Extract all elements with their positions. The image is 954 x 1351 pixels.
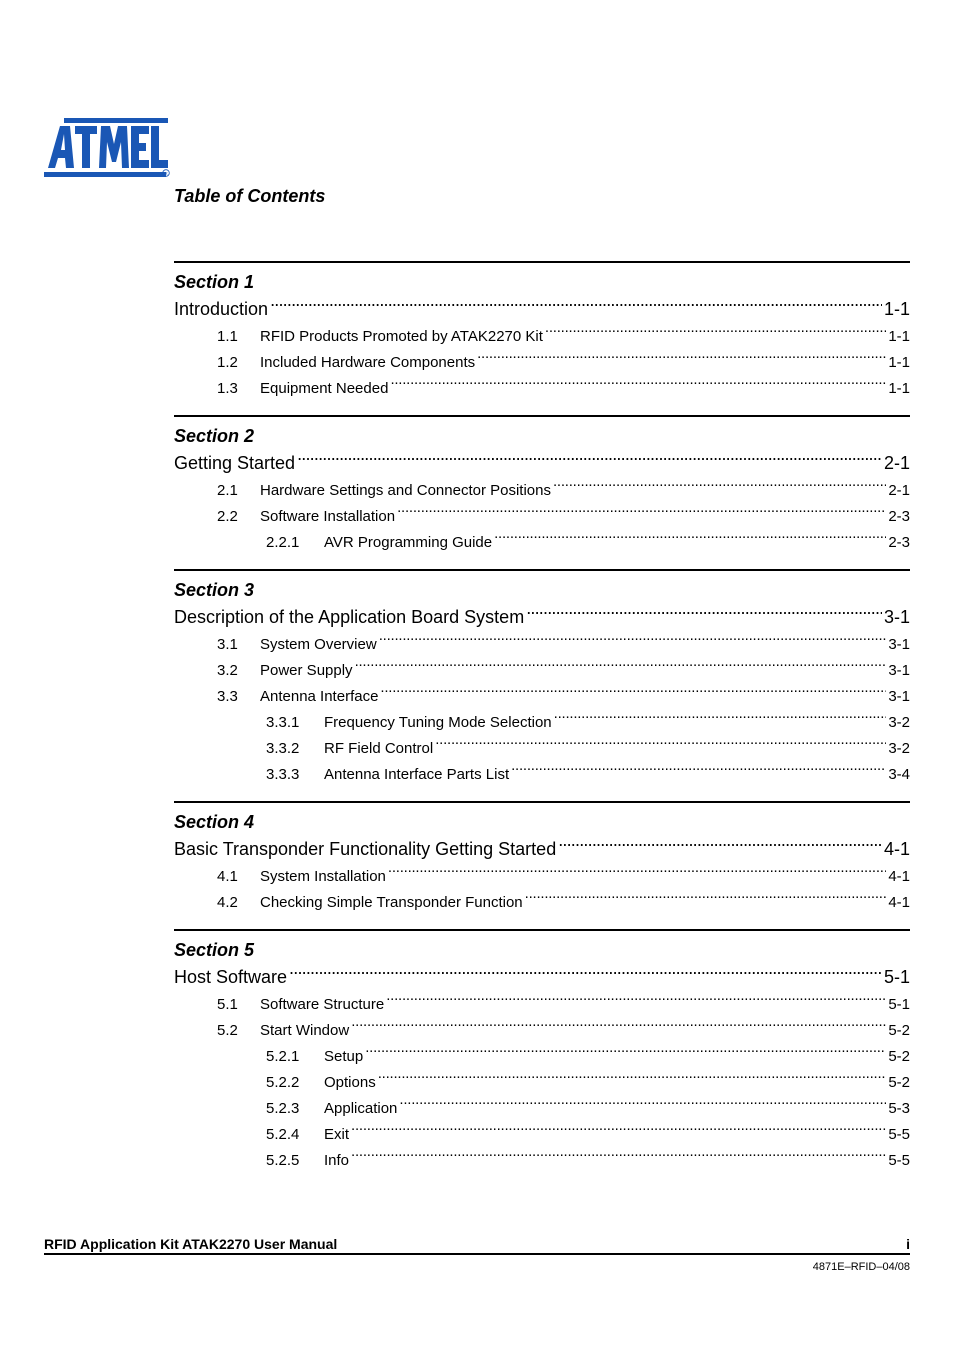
entry-page: 1-1 (888, 380, 910, 397)
entry-page: 5-2 (888, 1048, 910, 1065)
footer-page-number: i (906, 1236, 910, 1252)
entry-page: 5-2 (888, 1022, 910, 1039)
toc-entry[interactable] (174, 992, 910, 1018)
entry-page: 2-1 (883, 453, 910, 473)
entry-page: 1-1 (888, 354, 910, 371)
entry-title: Basic Transponder Functionality Getting Started (174, 839, 557, 859)
toc-entry[interactable] (174, 1122, 910, 1148)
toc-entry[interactable] (174, 736, 910, 762)
entry-title: Antenna Interface (260, 688, 379, 705)
entry-number: 3.3.2 (266, 740, 300, 757)
dot-leader (379, 634, 887, 649)
toc-title: Table of Contents (174, 186, 326, 206)
toc-section (174, 261, 910, 402)
entry-title: RFID Products Promoted by ATAK2270 Kit (260, 328, 543, 345)
toc-entry[interactable] (174, 890, 910, 916)
toc-entry[interactable] (174, 684, 910, 710)
toc-chapter-entry[interactable] (174, 448, 910, 478)
dot-leader (494, 532, 886, 547)
toc-entry[interactable] (174, 1044, 910, 1070)
dot-leader (351, 1124, 886, 1139)
entry-title: RF Field Control (324, 740, 434, 757)
section-label: Section 2 (174, 426, 255, 446)
toc-entry[interactable] (174, 864, 910, 890)
entry-page: 3-2 (888, 714, 910, 731)
entry-page: 5-2 (888, 1074, 910, 1091)
toc-chapter-entry[interactable] (174, 834, 910, 864)
dot-leader (435, 738, 886, 753)
entry-page: 4-1 (888, 894, 910, 911)
toc-entry[interactable] (174, 478, 910, 504)
entry-number: 4.1 (217, 868, 238, 885)
toc-chapter-entry[interactable] (174, 602, 910, 632)
toc-entry[interactable] (174, 1148, 910, 1174)
toc-section (174, 801, 910, 916)
dot-leader (365, 1046, 886, 1061)
entry-number: 5.1 (217, 996, 238, 1013)
toc-entry[interactable] (174, 710, 910, 736)
dot-leader (397, 506, 886, 521)
dot-leader (378, 1072, 887, 1087)
dot-leader (558, 837, 882, 855)
toc-entry[interactable] (174, 324, 910, 350)
entry-title: Setup (324, 1048, 364, 1065)
entry-number: 4.2 (217, 894, 238, 911)
entry-title: System Installation (260, 868, 386, 885)
entry-title: Options (324, 1074, 376, 1091)
atmel-logo (44, 118, 172, 180)
toc-entry[interactable] (174, 1070, 910, 1096)
entry-page: 5-5 (888, 1152, 910, 1169)
entry-title: Antenna Interface Parts List (324, 766, 510, 783)
entry-title: Checking Simple Transponder Function (260, 894, 523, 911)
entry-page: 5-1 (888, 996, 910, 1013)
dot-leader (380, 686, 886, 701)
entry-title: Software Installation (260, 508, 396, 525)
toc-entry[interactable] (174, 762, 910, 788)
dot-leader (525, 892, 887, 907)
dot-leader (386, 994, 886, 1009)
dot-leader (554, 712, 887, 727)
entry-number: 3.2 (217, 662, 238, 679)
atmel-logo-icon (44, 118, 172, 180)
toc-entry[interactable] (174, 1018, 910, 1044)
entry-page: 3-1 (888, 662, 910, 679)
dot-leader (477, 352, 886, 367)
toc-entry[interactable] (174, 632, 910, 658)
entry-title: Application (324, 1100, 398, 1117)
entry-number: 5.2.2 (266, 1074, 300, 1091)
entry-page: 3-1 (883, 607, 910, 627)
entry-title: System Overview (260, 636, 377, 653)
toc-entry[interactable] (174, 530, 910, 556)
entry-number: 5.2.5 (266, 1152, 300, 1169)
entry-page: 2-3 (888, 534, 910, 551)
entry-number: 1.3 (217, 380, 238, 397)
toc-chapter-entry[interactable] (174, 962, 910, 992)
entry-title: Included Hardware Components (260, 354, 476, 371)
dot-leader (351, 1020, 886, 1035)
toc-section (174, 929, 910, 1174)
dot-leader (526, 605, 882, 623)
entry-title: Description of the Application Board System (174, 607, 525, 627)
footer-title: RFID Application Kit ATAK2270 User Manual (44, 1236, 338, 1252)
entry-title: Getting Started (174, 453, 296, 473)
toc-chapter-entry[interactable] (174, 294, 910, 324)
dot-leader (355, 660, 887, 675)
dot-leader (399, 1098, 886, 1113)
toc-section (174, 415, 910, 556)
entry-number: 5.2.4 (266, 1126, 300, 1143)
entry-title: Frequency Tuning Mode Selection (324, 714, 552, 731)
toc-entry[interactable] (174, 504, 910, 530)
section-label: Section 5 (174, 940, 255, 960)
footer-doc-code: 4871E–RFID–04/08 (812, 1261, 910, 1273)
toc-entry[interactable] (174, 350, 910, 376)
entry-number: 2.2.1 (266, 534, 300, 551)
entry-number: 2.1 (217, 482, 238, 499)
entry-title: Equipment Needed (260, 380, 389, 397)
entry-number: 1.1 (217, 328, 238, 345)
entry-page: 1-1 (883, 299, 910, 319)
entry-title: Power Supply (260, 662, 353, 679)
footer-divider (44, 1253, 910, 1255)
entry-title: Hardware Settings and Connector Positions (260, 482, 551, 499)
entry-page: 5-3 (888, 1100, 910, 1117)
entry-page: 3-1 (888, 636, 910, 653)
entry-number: 3.1 (217, 636, 238, 653)
entry-page: 5-1 (883, 967, 910, 987)
entry-title: Info (324, 1152, 350, 1169)
entry-number: 5.2.1 (266, 1048, 300, 1065)
section-label: Section 1 (174, 272, 255, 292)
toc-entry[interactable] (174, 658, 910, 684)
svg-text:R: R (164, 171, 168, 176)
entry-page: 1-1 (888, 328, 910, 345)
entry-page: 5-5 (888, 1126, 910, 1143)
entry-number: 3.3.1 (266, 714, 300, 731)
entry-title: Software Structure (260, 996, 385, 1013)
entry-page: 3-2 (888, 740, 910, 757)
toc-entry[interactable] (174, 376, 910, 402)
entry-title: Start Window (260, 1022, 350, 1039)
entry-number: 1.2 (217, 354, 238, 371)
entry-page: 2-3 (888, 508, 910, 525)
entry-title: Exit (324, 1126, 350, 1143)
dot-leader (553, 480, 886, 495)
entry-number: 5.2.3 (266, 1100, 300, 1117)
toc-entry[interactable] (174, 1096, 910, 1122)
entry-number: 3.3.3 (266, 766, 300, 783)
toc-section (174, 569, 910, 788)
section-label: Section 4 (174, 812, 255, 832)
dot-leader (511, 764, 886, 779)
entry-title: Introduction (174, 299, 269, 319)
entry-page: 4-1 (888, 868, 910, 885)
table-of-contents (174, 261, 910, 1187)
dot-leader (351, 1150, 886, 1165)
section-label: Section 3 (174, 580, 255, 600)
entry-title: Host Software (174, 967, 288, 987)
dot-leader (289, 965, 882, 983)
dot-leader (390, 378, 886, 393)
dot-leader (545, 326, 886, 341)
entry-number: 2.2 (217, 508, 238, 525)
dot-leader (270, 297, 882, 315)
entry-number: 5.2 (217, 1022, 238, 1039)
entry-page: 3-1 (888, 688, 910, 705)
entry-number: 3.3 (217, 688, 238, 705)
dot-leader (388, 866, 886, 881)
entry-page: 4-1 (883, 839, 910, 859)
entry-page: 3-4 (888, 766, 910, 783)
entry-page: 2-1 (888, 482, 910, 499)
entry-title: AVR Programming Guide (324, 534, 493, 551)
dot-leader (297, 451, 882, 469)
